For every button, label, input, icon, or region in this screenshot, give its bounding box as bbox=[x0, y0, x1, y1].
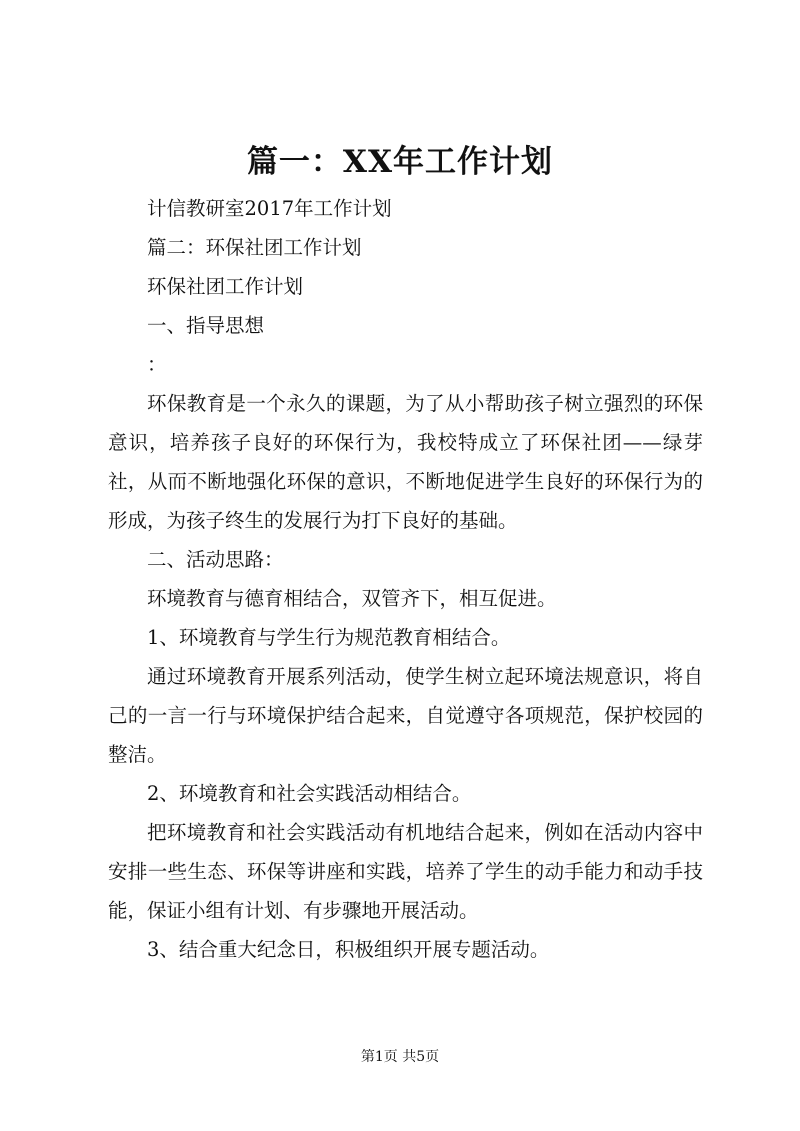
section-heading-guiding-ideology: 一、指导思想 bbox=[147, 314, 265, 337]
paragraph-moral-education: 环境教育与德育相结合，双管齐下，相互促进。 bbox=[147, 587, 557, 610]
paragraph-subtitle-plan: 计信教研室2017年工作计划 bbox=[147, 197, 392, 220]
document-title: 篇一：XX年工作计划 bbox=[246, 144, 554, 180]
paragraph-colon: ： bbox=[147, 353, 167, 376]
paragraph-item-1-detail: 通过环境教育开展系列活动，使学生树立起环境法规意识，将自己的一言一行与环境保护结合起来，自觉遵守各项规范，保护校园的整洁。 bbox=[108, 665, 703, 766]
paragraph-club-plan-heading: 环保社团工作计划 bbox=[147, 275, 304, 298]
paragraph-item-2-detail: 把环境教育和社会实践活动有机地结合起来，例如在活动内容中安排一些生态、环保等讲座和实践，培养了学生的动手能力和动手技能，保证小组有计划、有步骤地开展活动。 bbox=[108, 821, 703, 922]
document-body bbox=[108, 189, 703, 969]
list-item-1-heading: 1、环境教育与学生行为规范教育相结合。 bbox=[147, 626, 511, 649]
paragraph-part-two-heading: 篇二：环保社团工作计划 bbox=[147, 236, 362, 259]
section-heading-activity-ideas: 二、活动思路： bbox=[147, 548, 284, 571]
list-item-2-heading: 2、环境教育和社会实践活动相结合。 bbox=[147, 782, 472, 805]
page-number-footer: 第1页 共5页 bbox=[360, 1049, 440, 1065]
paragraph-environmental-education: 环保教育是一个永久的课题，为了从小帮助孩子树立强烈的环保意识，培养孩子良好的环保行为，我校特成立了环保社团——绿芽社，从而不断地强化环保的意识，不断地促进学生良好的环保行为的形成，为孩子终生的发展行为打下良好的基础。 bbox=[108, 392, 703, 532]
list-item-3-heading: 3、结合重大纪念日，积极组织开展专题活动。 bbox=[147, 938, 550, 961]
